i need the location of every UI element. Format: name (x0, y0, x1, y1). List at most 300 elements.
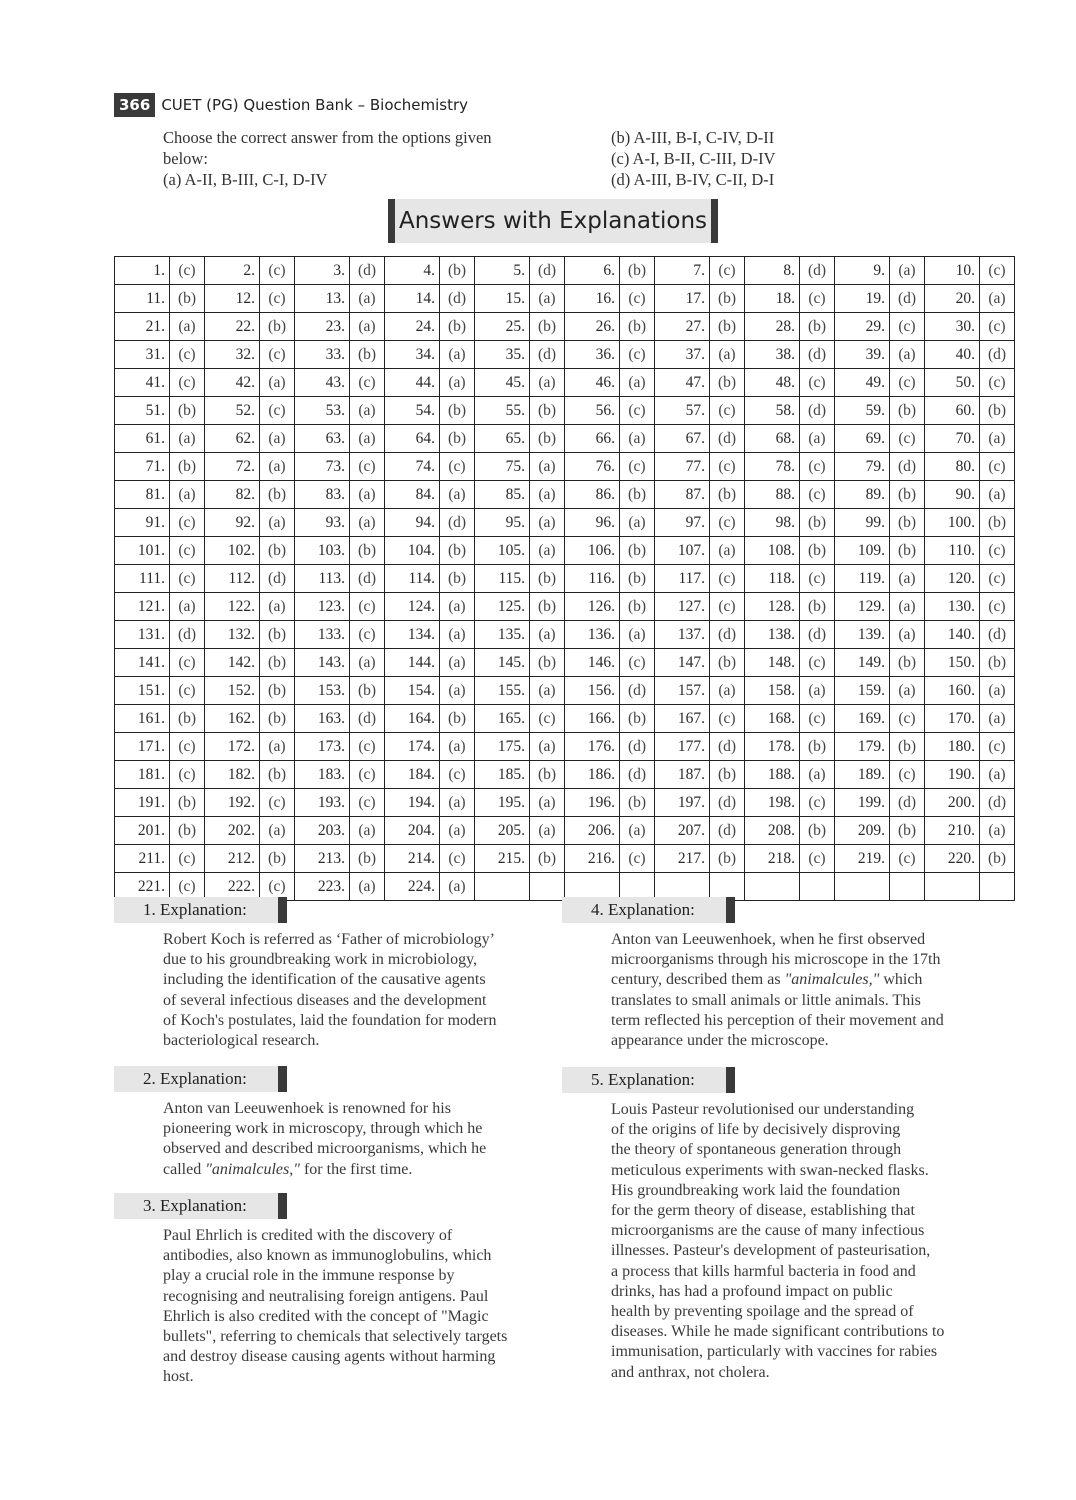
explanation-5-text: Louis Pasteur revolutionised our understanding of the origins of life by decisively disproving the theory of spontaneous generation through meticulous experiments with swan-necked flasks. His groundbreaking work laid the foundation for the germ theory of disease, establishing that microorganisms are the cause of many infectious illnesses. Pasteur's development of pasteurisation, a process that kills harmful bacteria in food and drinks, has had a profound impact on public health by preventing spoilage and the spread of diseases. While he made significant contributions to immunisation, particularly with vaccines for rabies and anthrax, not cholera. (611, 1101, 945, 1381)
answer-option: (c) (260, 285, 295, 313)
table-row (115, 425, 1015, 453)
question-number: 52. (205, 397, 260, 425)
answer-option: (a) (350, 285, 385, 313)
answer-option: (c) (710, 705, 745, 733)
answer-option: (a) (170, 313, 205, 341)
answer-option: (a) (800, 677, 835, 705)
answer-option: (a) (440, 789, 475, 817)
answer-option: (b) (980, 509, 1015, 537)
answer-option: (c) (260, 341, 295, 369)
answer-option: (b) (530, 593, 565, 621)
answer-option: (d) (800, 257, 835, 285)
answer-option: (a) (530, 509, 565, 537)
question-number: 41. (115, 369, 170, 397)
answer-option: (b) (710, 313, 745, 341)
answer-option: (d) (710, 733, 745, 761)
answer-option: (d) (890, 453, 925, 481)
question-number: 194. (385, 789, 440, 817)
answer-option: (b) (800, 537, 835, 565)
explanation-4-text: Anton van Leeuwenhoek, when he first observed microorganisms through his microscope in the 17th century, described them as "animalcules," which translates to small animals or little animals. This term reflected his perception of their movement and appearance under the microscope. (611, 931, 944, 1050)
answer-option: (a) (530, 733, 565, 761)
answer-option: (c) (710, 257, 745, 285)
question-number: 95. (475, 509, 530, 537)
answer-option: (b) (800, 509, 835, 537)
answer-option: (c) (350, 761, 385, 789)
explanation-4-heading: 4. Explanation: (562, 897, 735, 923)
answer-option: (a) (710, 537, 745, 565)
question-number: 5. (475, 257, 530, 285)
question-number: 86. (565, 481, 620, 509)
answer-option: (a) (440, 873, 475, 901)
question-number: 172. (205, 733, 260, 761)
question-number: 68. (745, 425, 800, 453)
answer-option: (a) (350, 817, 385, 845)
table-row (115, 733, 1015, 761)
table-row (115, 761, 1015, 789)
question-number: 143. (295, 649, 350, 677)
question-number: 196. (565, 789, 620, 817)
answer-option: (b) (800, 593, 835, 621)
answer-option: (a) (260, 369, 295, 397)
table-row (115, 789, 1015, 817)
question-number: 113. (295, 565, 350, 593)
table-row (115, 313, 1015, 341)
question-number: 60. (925, 397, 980, 425)
answer-option: (c) (800, 845, 835, 873)
answer-option: (b) (890, 509, 925, 537)
question-number (745, 873, 800, 901)
question-number: 152. (205, 677, 260, 705)
answer-option: (a) (890, 257, 925, 285)
answer-option: (b) (440, 313, 475, 341)
answer-option: (a) (170, 593, 205, 621)
answer-option: (b) (800, 313, 835, 341)
question-number: 219. (835, 845, 890, 873)
question-number (475, 873, 530, 901)
answer-key-table (114, 256, 1015, 901)
heading-bar (278, 1193, 287, 1219)
answer-option: (b) (980, 649, 1015, 677)
question-number: 64. (385, 425, 440, 453)
answer-option: (b) (440, 397, 475, 425)
question-number: 105. (475, 537, 530, 565)
question-number: 31. (115, 341, 170, 369)
question-number: 90. (925, 481, 980, 509)
question-number: 116. (565, 565, 620, 593)
question-number: 211. (115, 845, 170, 873)
answer-option: (a) (530, 285, 565, 313)
answer-option: (c) (980, 313, 1015, 341)
answer-option: (c) (170, 369, 205, 397)
answer-option: (c) (800, 789, 835, 817)
question-number: 29. (835, 313, 890, 341)
answer-option: (c) (350, 621, 385, 649)
answer-option: (c) (980, 453, 1015, 481)
answer-option: (a) (890, 677, 925, 705)
question-number: 78. (745, 453, 800, 481)
answer-option: (d) (440, 285, 475, 313)
question-number (835, 873, 890, 901)
option-d: (d) A-III, B-IV, C-II, D-I (611, 170, 775, 189)
page-number: 366 (114, 93, 155, 117)
answer-option: (c) (980, 537, 1015, 565)
answer-option: (b) (710, 285, 745, 313)
answer-option: (d) (620, 761, 655, 789)
answer-option: (b) (170, 817, 205, 845)
answer-option: (a) (530, 537, 565, 565)
question-number: 133. (295, 621, 350, 649)
answer-option: (c) (620, 649, 655, 677)
answer-option: (b) (890, 397, 925, 425)
answer-option: (c) (980, 369, 1015, 397)
answer-option: (b) (170, 285, 205, 313)
answer-option: (a) (530, 369, 565, 397)
question-number: 58. (745, 397, 800, 425)
answer-option: (d) (170, 621, 205, 649)
answer-option: (b) (260, 481, 295, 509)
question-number: 33. (295, 341, 350, 369)
question-number: 202. (205, 817, 260, 845)
question-number: 20. (925, 285, 980, 313)
answer-option: (b) (440, 565, 475, 593)
answer-option: (a) (890, 341, 925, 369)
question-number: 50. (925, 369, 980, 397)
question-number: 76. (565, 453, 620, 481)
answer-option: (a) (890, 621, 925, 649)
question-number: 42. (205, 369, 260, 397)
question-number: 146. (565, 649, 620, 677)
answer-option: (b) (530, 761, 565, 789)
question-number: 103. (295, 537, 350, 565)
question-number: 16. (565, 285, 620, 313)
answer-option: (b) (350, 845, 385, 873)
question-number: 72. (205, 453, 260, 481)
question-number: 167. (655, 705, 710, 733)
question-number: 144. (385, 649, 440, 677)
question-number: 191. (115, 789, 170, 817)
question-number: 110. (925, 537, 980, 565)
question-number: 193. (295, 789, 350, 817)
answer-option: (a) (980, 761, 1015, 789)
answer-option: (c) (800, 481, 835, 509)
answer-option: (a) (440, 369, 475, 397)
answer-option: (b) (710, 369, 745, 397)
question-number: 217. (655, 845, 710, 873)
answer-option: (c) (170, 733, 205, 761)
answer-option: (b) (530, 425, 565, 453)
question-number: 121. (115, 593, 170, 621)
question-number: 215. (475, 845, 530, 873)
question-number: 97. (655, 509, 710, 537)
question-number: 132. (205, 621, 260, 649)
answer-option: (c) (350, 369, 385, 397)
answer-option: (b) (890, 481, 925, 509)
question-number: 23. (295, 313, 350, 341)
question-number: 174. (385, 733, 440, 761)
answer-option: (d) (260, 565, 295, 593)
answer-option: (a) (620, 817, 655, 845)
question-number: 28. (745, 313, 800, 341)
answer-option: (a) (170, 481, 205, 509)
answer-option: (a) (980, 817, 1015, 845)
question-number: 48. (745, 369, 800, 397)
answer-option: (a) (440, 593, 475, 621)
heading-bar (278, 1066, 287, 1092)
answer-option: (a) (620, 621, 655, 649)
question-number: 158. (745, 677, 800, 705)
question-number: 187. (655, 761, 710, 789)
answer-option: (c) (890, 705, 925, 733)
answer-option: (d) (800, 397, 835, 425)
answer-option: (a) (350, 873, 385, 901)
answer-option: (b) (620, 565, 655, 593)
table-row (115, 677, 1015, 705)
question-number: 128. (745, 593, 800, 621)
answer-option: (b) (170, 705, 205, 733)
answer-option: (a) (350, 481, 385, 509)
answer-option: (b) (890, 537, 925, 565)
question-number: 22. (205, 313, 260, 341)
question-number: 150. (925, 649, 980, 677)
answer-option: (b) (440, 257, 475, 285)
answer-option: (c) (350, 733, 385, 761)
answer-option: (b) (800, 733, 835, 761)
answer-option: (d) (890, 285, 925, 313)
question-number: 106. (565, 537, 620, 565)
answer-option: (c) (350, 789, 385, 817)
question-number: 25. (475, 313, 530, 341)
answer-option: (c) (710, 397, 745, 425)
question-number: 112. (205, 565, 260, 593)
question-number: 77. (655, 453, 710, 481)
answer-option: (c) (980, 733, 1015, 761)
question-number: 109. (835, 537, 890, 565)
question-number: 49. (835, 369, 890, 397)
question-number: 137. (655, 621, 710, 649)
question-number: 94. (385, 509, 440, 537)
question-number: 26. (565, 313, 620, 341)
answer-option: (d) (980, 341, 1015, 369)
answer-option: (a) (980, 425, 1015, 453)
answer-option: (c) (980, 257, 1015, 285)
question-number: 87. (655, 481, 710, 509)
question-number: 57. (655, 397, 710, 425)
question-number: 175. (475, 733, 530, 761)
answer-option (980, 873, 1015, 901)
question-number: 21. (115, 313, 170, 341)
question-number: 221. (115, 873, 170, 901)
answer-option: (c) (800, 285, 835, 313)
answer-option: (b) (170, 453, 205, 481)
question-number: 51. (115, 397, 170, 425)
question-number: 43. (295, 369, 350, 397)
question-number: 203. (295, 817, 350, 845)
answer-option: (a) (260, 733, 295, 761)
answer-option: (b) (890, 817, 925, 845)
question-number: 89. (835, 481, 890, 509)
answer-option: (b) (890, 733, 925, 761)
answer-option: (d) (710, 789, 745, 817)
question-number: 129. (835, 593, 890, 621)
question-number: 118. (745, 565, 800, 593)
answer-option: (b) (620, 705, 655, 733)
question-number: 108. (745, 537, 800, 565)
question-number: 65. (475, 425, 530, 453)
question-number: 96. (565, 509, 620, 537)
question-number: 184. (385, 761, 440, 789)
answer-option: (a) (800, 425, 835, 453)
answer-option: (c) (260, 789, 295, 817)
question-number: 182. (205, 761, 260, 789)
question-number: 157. (655, 677, 710, 705)
answer-option: (b) (710, 481, 745, 509)
question-number: 34. (385, 341, 440, 369)
answer-option: (b) (980, 845, 1015, 873)
question-number: 18. (745, 285, 800, 313)
question-number: 102. (205, 537, 260, 565)
answer-option: (b) (260, 649, 295, 677)
answer-option: (c) (890, 425, 925, 453)
question-number: 63. (295, 425, 350, 453)
answer-option: (c) (440, 845, 475, 873)
answer-option: (c) (170, 537, 205, 565)
explanation-2-text: Anton van Leeuwenhoek is renowned for his pioneering work in microscopy, through which he observed and described microorganisms, which he called "animalcules," for the first time. (163, 1100, 487, 1178)
answer-option: (b) (350, 341, 385, 369)
table-row (115, 481, 1015, 509)
question-number: 177. (655, 733, 710, 761)
answer-option: (a) (440, 621, 475, 649)
answer-option: (b) (530, 565, 565, 593)
answer-option: (d) (890, 789, 925, 817)
question-number: 100. (925, 509, 980, 537)
option-a: (a) A-II, B-III, C-I, D-IV (163, 170, 328, 189)
answer-option: (b) (260, 313, 295, 341)
table-row (115, 453, 1015, 481)
explanation-2-heading: 2. Explanation: (114, 1066, 287, 1092)
answer-option: (c) (350, 593, 385, 621)
answer-option: (c) (620, 285, 655, 313)
explanation-1-text: Robert Koch is referred as ‘Father of microbiology’ due to his groundbreaking work in microbiology, including the identification of the causative agents of several infectious diseases and the development of Koch's postulates, laid the foundation for modern bacteriological research. (163, 931, 497, 1050)
question-number: 88. (745, 481, 800, 509)
answer-option: (b) (350, 537, 385, 565)
question-number: 189. (835, 761, 890, 789)
answer-option: (c) (170, 845, 205, 873)
explanation-1-heading: 1. Explanation: (114, 897, 287, 923)
question-number: 12. (205, 285, 260, 313)
question-number: 198. (745, 789, 800, 817)
question-number: 176. (565, 733, 620, 761)
question-number: 141. (115, 649, 170, 677)
question-number: 93. (295, 509, 350, 537)
question-number: 9. (835, 257, 890, 285)
answer-option: (a) (530, 453, 565, 481)
question-number: 44. (385, 369, 440, 397)
answer-option: (c) (800, 649, 835, 677)
answer-option: (b) (620, 257, 655, 285)
question-number: 140. (925, 621, 980, 649)
question-number: 127. (655, 593, 710, 621)
question-number: 147. (655, 649, 710, 677)
answer-option: (c) (620, 453, 655, 481)
question-number: 8. (745, 257, 800, 285)
answer-option: (d) (530, 341, 565, 369)
question-number: 205. (475, 817, 530, 845)
question-number: 11. (115, 285, 170, 313)
answer-option: (c) (980, 593, 1015, 621)
question-number: 149. (835, 649, 890, 677)
question-number: 142. (205, 649, 260, 677)
question-number: 92. (205, 509, 260, 537)
question-number: 1. (115, 257, 170, 285)
table-row (115, 285, 1015, 313)
table-row (115, 593, 1015, 621)
question-number: 179. (835, 733, 890, 761)
question-number: 117. (655, 565, 710, 593)
question-number: 145. (475, 649, 530, 677)
answer-option: (c) (170, 649, 205, 677)
question-number: 164. (385, 705, 440, 733)
answer-option: (b) (620, 313, 655, 341)
option-b: (b) A-III, B-I, C-IV, D-II (611, 128, 775, 147)
answer-option: (a) (350, 397, 385, 425)
question-number: 79. (835, 453, 890, 481)
answer-option: (b) (620, 537, 655, 565)
answer-option: (b) (890, 649, 925, 677)
question-number: 104. (385, 537, 440, 565)
question-number: 223. (295, 873, 350, 901)
answer-option: (a) (980, 705, 1015, 733)
question-number: 80. (925, 453, 980, 481)
question-number: 168. (745, 705, 800, 733)
question-number: 74. (385, 453, 440, 481)
question-number: 186. (565, 761, 620, 789)
question-number: 192. (205, 789, 260, 817)
question-number (925, 873, 980, 901)
question-number: 56. (565, 397, 620, 425)
question-number: 123. (295, 593, 350, 621)
answer-option: (b) (620, 593, 655, 621)
answer-option: (c) (800, 453, 835, 481)
question-number: 19. (835, 285, 890, 313)
answer-option: (a) (980, 285, 1015, 313)
answer-option: (c) (170, 761, 205, 789)
question-number: 54. (385, 397, 440, 425)
question-number: 160. (925, 677, 980, 705)
answer-option: (a) (710, 341, 745, 369)
answer-option: (c) (710, 509, 745, 537)
question-number: 3. (295, 257, 350, 285)
question-number: 162. (205, 705, 260, 733)
answers-heading (388, 199, 718, 243)
table-row (115, 341, 1015, 369)
answer-option: (a) (350, 425, 385, 453)
instruction-line: below: (163, 149, 208, 168)
question-number: 91. (115, 509, 170, 537)
heading-bar (726, 897, 735, 923)
question-number: 124. (385, 593, 440, 621)
question-number: 101. (115, 537, 170, 565)
answer-option: (c) (800, 705, 835, 733)
option-c: (c) A-I, B-II, C-III, D-IV (611, 149, 776, 168)
question-number: 220. (925, 845, 980, 873)
answer-option: (a) (440, 733, 475, 761)
question-number: 119. (835, 565, 890, 593)
question-number: 32. (205, 341, 260, 369)
answer-option: (c) (260, 873, 295, 901)
answer-option: (c) (890, 761, 925, 789)
table-row (115, 397, 1015, 425)
question-number: 161. (115, 705, 170, 733)
